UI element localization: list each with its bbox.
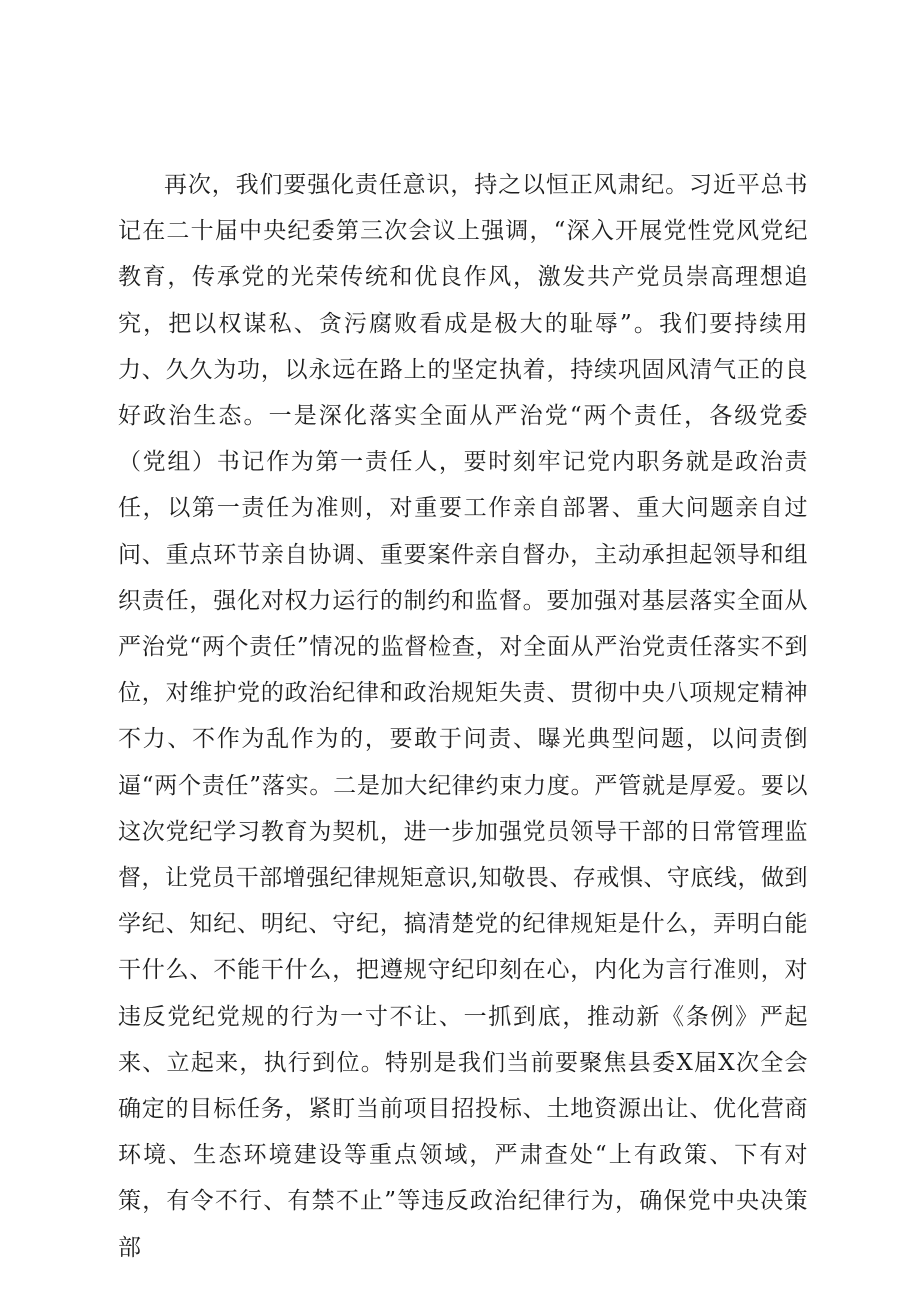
body-paragraph: 再次，我们要强化责任意识，持之以恒正风肃纪。习近平总书记在二十届中央纪委第三次会议上强调，“深入开展党性党风党纪教育，传承党的光荣传统和优良作风，激发共产党员崇高理想追究，把以权谋私、贪污腐败看成是极大的耻辱”。我们要持续用力、久久为功，以永远在路上的坚定执着，持续巩固风清气正的良好政治生态。一是深化落实全面从严治党“两个责任，各级党委（党组）书记作为第一责任人，要时刻牢记党内职务就是政治责任，以第一责任为准则，对重要工作亲自部署、重大问题亲自过问、重点环节亲自协调、重要案件亲自督办，主动承担起领导和组织责任，强化对权力运行的制约和监督。要加强对基层落实全面从严治党“两个责任”情况的监督检查，对全面从严治党责任落实不到位，对维护党的政治纪律和政治规矩失责、贯彻中央八项规定精神不力、不作为乱作为的，要敢于问责、曝光典型问题，以问责倒逼“两个责任”落实。二是加大纪律约束力度。严管就是厚爱。要以这次党纪学习教育为契机，进一步加强党员领导干部的日常管理监督，让党员干部增强纪律规矩意识,知敬畏、存戒惧、守底线，做到学纪、知纪、明纪、守纪，搞清楚党的纪律规矩是什么，弄明白能干什么、不能干什么，把遵规守纪印刻在心，内化为言行准则，对违反党纪党规的行为一寸不让、一抓到底，推动新《条例》严起来、立起来，执行到位。特别是我们当前要聚焦县委X届X次全会确定的目标任务，紧盯当前项目招投标、土地资源出让、优化营商环境、生态环境建设等重点领域，严肃查处“上有政策、下有对策，有令不行、有禁不止”等违反政治纪律行为，确保党中央决策部 [118,172,808,1261]
